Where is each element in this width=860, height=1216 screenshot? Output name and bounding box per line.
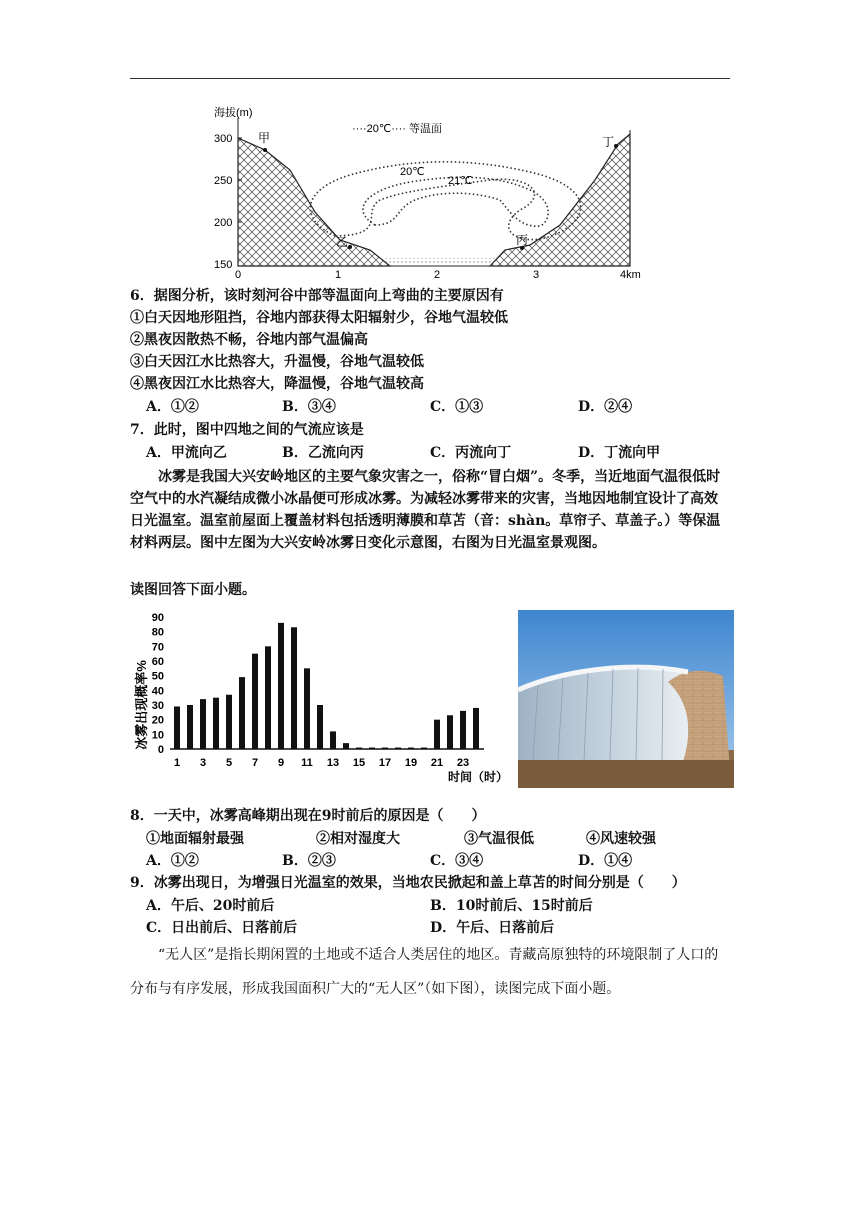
fig1-ytick-150: 150: [214, 259, 233, 271]
fig1-ytick-250: 250: [214, 175, 233, 187]
fig1-ytick-200: 200: [214, 217, 233, 229]
q7-option-d[interactable]: D．丁流向甲: [578, 445, 661, 461]
bar-hour-23: [460, 711, 466, 749]
top-rule: [130, 78, 730, 79]
q8-option-b[interactable]: B．②③: [282, 853, 336, 869]
chart-ytick-30: 30: [151, 700, 164, 712]
q8-stem: 8．一天中，冰雾高峰期出现在9时前后的原因是（ ）: [130, 808, 486, 824]
q8-item-3: ③气温很低: [464, 831, 534, 847]
greenhouse-photo: [518, 610, 734, 788]
bar-hour-12: [317, 705, 323, 749]
point-yi: 乙: [336, 235, 349, 249]
q6-stem: 6．据图分析，该时刻河谷中部等温面向上弯曲的主要原因有: [130, 288, 504, 304]
bar-hour-8: [265, 646, 271, 749]
q7-option-c[interactable]: C．丙流向丁: [430, 445, 512, 461]
q6-item-2: ②黑夜因散热不畅，谷地内部气温偏高: [130, 332, 368, 348]
bar-hour-3: [200, 699, 206, 749]
bar-hour-6: [239, 677, 245, 749]
fig1-xtick-0: 0: [235, 269, 242, 280]
chart-ytick-50: 50: [151, 670, 164, 683]
chart-xtick-3: 3: [199, 757, 207, 769]
chart-xtick-15: 15: [352, 757, 366, 769]
read-prompt: 读图回答下面小题。: [130, 582, 256, 598]
isotherm-label-21: 21℃: [448, 175, 473, 187]
bar-hour-13: [330, 731, 336, 749]
q8-option-c[interactable]: C．③④: [430, 853, 484, 869]
fig1-xtick-1: 1: [335, 269, 342, 280]
chart-xtick-11: 11: [301, 757, 313, 769]
terrain-profile: [238, 134, 630, 266]
river-water: [385, 258, 495, 266]
isotherm-label-20: 20℃: [400, 166, 425, 178]
q6-item-3: ③白天因江水比热容大，升温慢，谷地气温较低: [130, 354, 424, 370]
chart-ytick-40: 40: [151, 685, 164, 698]
q6-option-d[interactable]: D．②④: [578, 399, 633, 415]
bar-hour-14: [343, 743, 349, 749]
chart-ytick-0: 0: [157, 744, 164, 756]
bar-hour-2: [187, 705, 193, 749]
bar-hour-4: [213, 698, 219, 749]
q6-option-a[interactable]: A．①②: [146, 399, 199, 415]
fig1-xtick-4km: 4km: [620, 269, 641, 280]
q8-item-1: ①地面辐射最强: [146, 831, 244, 847]
bar-hour-5: [226, 695, 232, 749]
valley-isotherm-figure: [200, 100, 650, 280]
bar-hour-7: [252, 654, 258, 749]
q7-option-b[interactable]: B．乙流向丙: [282, 445, 364, 461]
chart-xlabel: 时间（时）: [448, 770, 509, 784]
point-ding: 丁: [602, 135, 615, 149]
q6-item-4: ④黑夜因江水比热容大，降温慢，谷地气温较高: [130, 376, 424, 392]
chart-xtick-23: 23: [456, 757, 470, 769]
q6-option-b[interactable]: B．③④: [282, 399, 336, 415]
chart-ytick-90: 90: [151, 612, 164, 624]
chart-ytick-70: 70: [151, 641, 164, 654]
chart-ytick-80: 80: [151, 626, 164, 639]
q9-option-a[interactable]: A．午后、20时前后: [146, 898, 275, 914]
bar-hour-10: [291, 627, 297, 749]
q8-item-2: ②相对湿度大: [316, 831, 400, 847]
passage-no-mans-land: “无人区”是指长期闲置的土地或不适合人类居住的地区。青藏高原独特的环境限制了人口的分布与有序发展，形成我国面积广大的“无人区”（如下图），读图完成下面小题。: [130, 947, 719, 997]
q8-item-4: ④风速较强: [586, 831, 656, 847]
bar-hour-24: [473, 708, 479, 749]
q7-stem: 7．此时，图中四地之间的气流应该是: [130, 422, 364, 438]
q7-option-a[interactable]: A．甲流向乙: [146, 445, 227, 461]
q9-option-b[interactable]: B．10时前后、15时前后: [430, 898, 593, 914]
q6-item-1: ①白天因地形阻挡，谷地内部获得太阳辐射少，谷地气温较低: [130, 310, 508, 326]
bar-hour-1: [174, 706, 180, 749]
q9-option-c[interactable]: C．日出前后、日落前后: [146, 920, 298, 936]
chart-xtick-5: 5: [225, 757, 233, 769]
ice-fog-bar-chart: [128, 605, 513, 790]
q8-option-d[interactable]: D．①④: [578, 853, 633, 869]
chart-xtick-1: 1: [173, 757, 181, 769]
fig1-ytick-300: 300: [214, 133, 233, 145]
isotherm-20: [310, 162, 580, 240]
q9-option-d[interactable]: D．午后、日落前后: [430, 920, 555, 936]
fig1-xtick-3: 3: [533, 269, 540, 280]
chart-ytick-60: 60: [151, 656, 164, 668]
point-jia: 甲: [258, 131, 271, 145]
passage-ice-fog: 冰雾是我国大兴安岭地区的主要气象灾害之一，俗称“冒白烟”。冬季，当近地面气温很低时空气中的水汽凝结成微小冰晶便可形成冰雾。为减轻冰雾带来的灾害，当地因地制宜设计了高效日光温室。温室前屋面上覆盖材料包括透明薄膜和草苫（音：shàn。草帘子、草盖子。）等保温材料两层。图中左图为大兴安岭冰雾日变化示意图，右图为日光温室景观图。: [130, 469, 721, 551]
chart-xtick-9: 9: [277, 757, 285, 769]
chart-xtick-19: 19: [404, 757, 418, 769]
chart-xtick-7: 7: [251, 757, 259, 769]
q8-option-a[interactable]: A．①②: [146, 853, 199, 869]
point-bing: 丙: [516, 233, 529, 247]
fig1-xtick-2: 2: [434, 269, 441, 280]
q6-option-c[interactable]: C．①③: [430, 399, 484, 415]
bar-hour-22: [447, 715, 453, 749]
chart-xtick-13: 13: [326, 757, 340, 769]
chart-xtick-21: 21: [430, 757, 444, 769]
chart-ylabel: 冰雾出现概率%: [134, 660, 149, 750]
bar-hour-9: [278, 623, 284, 749]
bar-hour-11: [304, 668, 310, 749]
q9-stem: 9．冰雾出现日，为增强日光温室的效果，当地农民掀起和盖上草苫的时间分别是（ ）: [130, 875, 686, 891]
chart-xtick-17: 17: [378, 757, 392, 769]
fig1-legend: ····20℃···· 等温面: [352, 123, 442, 135]
bar-hour-21: [434, 720, 440, 749]
fig1-ylabel: 海拔(m): [214, 107, 253, 119]
chart-ytick-10: 10: [151, 729, 164, 742]
chart-ytick-20: 20: [151, 714, 164, 727]
